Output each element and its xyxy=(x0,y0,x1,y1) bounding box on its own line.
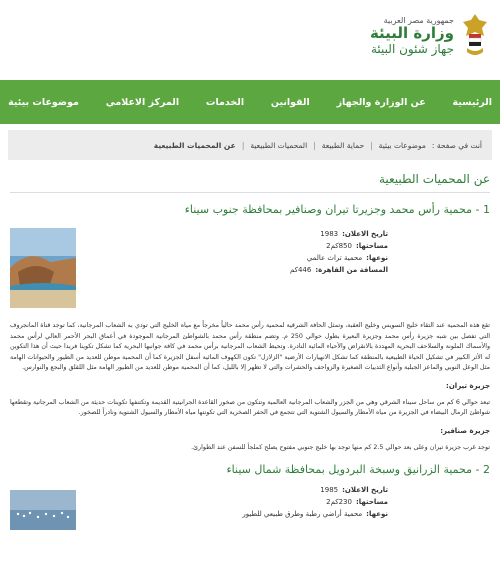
breadcrumb-item[interactable]: حماية الطبيعة xyxy=(321,140,365,150)
agency-name: جهاز شئون البيئة xyxy=(370,42,454,56)
breadcrumb-prefix: أنت في صفحة : xyxy=(431,140,482,150)
area-label: مساحتها: xyxy=(355,498,388,506)
tiran-heading: جزيرة تيران: xyxy=(446,381,490,390)
breadcrumb-separator: | xyxy=(370,140,373,150)
zaranik-photo xyxy=(10,490,76,530)
type-label: نوعها: xyxy=(366,254,388,262)
nav-item-laws[interactable]: القوانين xyxy=(270,96,310,108)
reserve-1-info xyxy=(10,228,490,313)
nav-item-environmental-topics[interactable]: موضوعات بيئية xyxy=(8,96,79,108)
area-label: مساحتها: xyxy=(355,242,388,250)
declared-label: تاريخ الاعلان: xyxy=(342,486,388,494)
site-header xyxy=(0,0,500,80)
reserve-2-title: 2 - محمية الزرانيق وسبخة البردويل بمحافظة شمال سيناء xyxy=(226,463,490,476)
nav-item-home[interactable]: الرئيسية xyxy=(452,96,492,108)
area-value: 230كم2 xyxy=(326,498,352,506)
reserve-1-description: تقع هذه المحمية عند التقاء خليج السويس وخليج العقبة، وتمثل الحافة الشرقية لمحمية رأس محمد حالياً مخرجاً مع مياه الخليج التي تودي به الشعاب المرجانية، كما توجد قناة المانجروف التي تفصل بين شبه جزيرة رأس محمد وجزيرة البعيرة بطول حوالي 250 م. وتضم منطقة رأس محمد بالشواطئ المرجانية الموجودة في أعماق البحر الأحمر العالي لرأس محمد والأسماك الملونة والسلاحف البحرية المهددة بالانقراض والأحياء المائية النادرة. وتحيط الشعاب المرجانية برأس محمد في كافة جوانبها البحرية كما تشكل تكوينا فريدا حيث أن هذا التكوين له الأثر الكبير في تشكيل الحياة الطبيعية بالمنطقة كما تشكل الانهيارات الأرضية "الزلازل" تكون الكهوف المائية أسفل الجزيرة كما أن المحمية موطن للعديد من الطيور والحيوانات الهامة مثل الوعل النوبي والماعز الجبلية وأنواع الثدييات الصغيرة والزواحف والحشرات والتي لا تظهر إلا بالليل، كما أن المحمية موطن للعديد من الطيور الهامة مثل اللقلق والبجع والنوارس. xyxy=(10,322,490,371)
ministry-title-block xyxy=(370,16,454,56)
sanafir-description: توجد غرب جزيرة تيران وعلى بعد حوالي 2.5 كم منها توجد بها خليج جنوبي مفتوح يصلح كملجأ للسفن عند الطوارئ. xyxy=(191,443,490,451)
republic-name: جمهورية مصر العربية xyxy=(383,16,454,25)
type-label: نوعها: xyxy=(366,510,388,518)
area-value: 850كم2 xyxy=(326,242,352,250)
breadcrumb-item[interactable]: المحميات الطبيعية xyxy=(250,140,308,150)
breadcrumb-separator: | xyxy=(313,140,316,150)
page-title: عن المحميات الطبيعية xyxy=(10,172,490,193)
egypt-eagle-emblem-icon xyxy=(460,12,490,62)
declared-value: 1983 xyxy=(320,230,339,238)
main-content xyxy=(0,172,500,544)
distance-value: 446كم xyxy=(289,266,312,274)
nav-item-services[interactable]: الخدمات xyxy=(205,96,245,108)
breadcrumb-separator: | xyxy=(241,140,245,150)
declared-value: 1985 xyxy=(320,486,339,494)
reserve-2-info xyxy=(10,484,490,544)
main-nav xyxy=(0,80,500,124)
reserve-1-title: 1 - محمية رأس محمد وجزيرتا تيران وصنافير بمحافظة جنوب سيناء xyxy=(184,203,490,216)
breadcrumb-item[interactable]: موضوعات بيئية xyxy=(378,140,426,150)
nav-item-about[interactable]: عن الوزارة والجهاز xyxy=(336,96,426,108)
tiran-description: تبعد حوالي 6 كم من ساحل سيناء الشرقي وهي من الجزر والشعاب المرجانية العالمية وتتكون من صخور القاعدة الجرانيتية القديمة وتكتنفها تكوينات حديثة من الشعاب المرجانية وتقطعها شواطئ الرمال البيضاء في الجزيرة من مياه الأمطار والسيول الشتوية التي تتجمع في الحفر الصخرية التي تكونتها مياه الأمطار والسيول الشتوية ونادراً للصخور. xyxy=(10,398,490,416)
ministry-name: وزارة البيئة xyxy=(369,24,454,42)
ras-mohammed-photo xyxy=(10,228,76,308)
distance-label: المسافة من القاهرة: xyxy=(315,266,388,274)
breadcrumb xyxy=(8,130,492,160)
breadcrumb-current: عن المحميات الطبيعية xyxy=(153,140,236,150)
type-value: محمية أراضي رطبة وطرق طبيعي للطيور xyxy=(242,510,363,518)
sanafir-heading: جزيرة صنافير: xyxy=(440,426,490,435)
declared-label: تاريخ الاعلان: xyxy=(342,230,388,238)
nav-item-media-center[interactable]: المركز الاعلامي xyxy=(105,96,180,108)
type-value: محمية تراث عالمي xyxy=(306,254,363,262)
